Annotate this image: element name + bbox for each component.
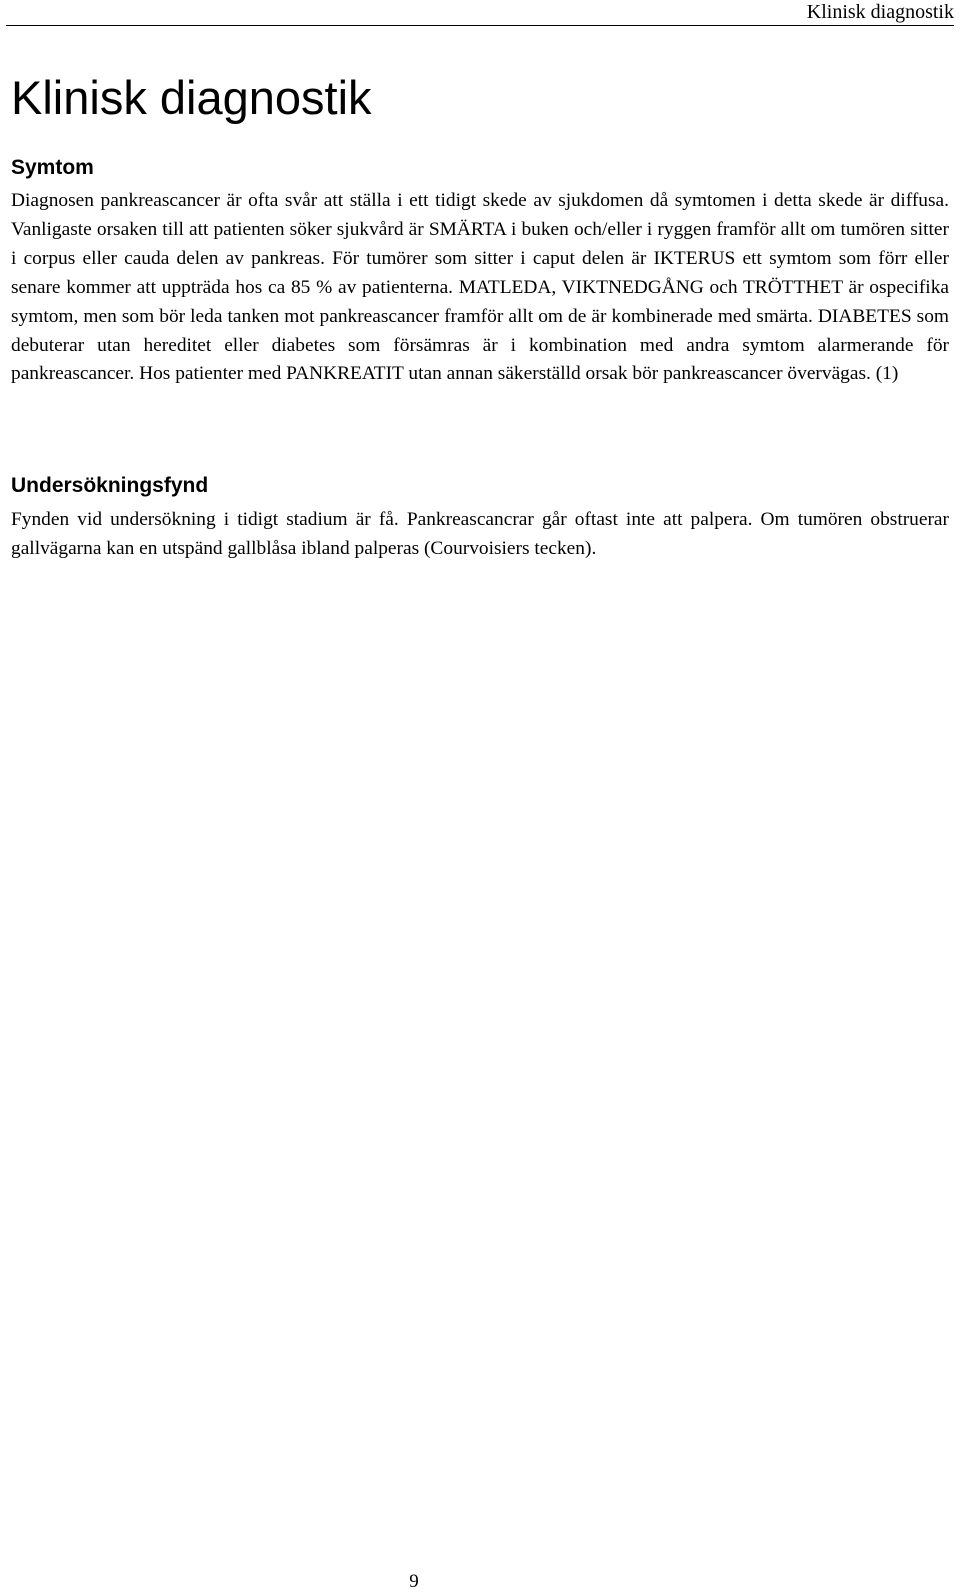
running-header-title: Klinisk diagnostik bbox=[806, 1, 954, 23]
undersokningsfynd-paragraph: Fynden vid undersökning i tidigt stadium är få. Pankreascancrar går oftast inte att palpera. Om tumören obstruerar gallvägarna kan en utspänd gallblåsa ibland palperas (Courvoisiers tecken). bbox=[11, 509, 949, 559]
running-header bbox=[6, 0, 954, 26]
section-heading-symtom: Symtom bbox=[11, 156, 94, 179]
page-title: Klinisk diagnostik bbox=[11, 71, 372, 124]
section-heading-undersokningsfynd: Undersökningsfynd bbox=[11, 474, 209, 497]
symtom-paragraph: Diagnosen pankreascancer är ofta svår att ställa i ett tidigt skede av sjukdomen då symtomen i detta skede är diffusa. Vanligaste orsaken till att patienten söker sjukvård är SMÄRTA i buken och/eller i ryggen framför allt om tumören sitter i corpus eller cauda delen av pankreas. För tumörer som sitter i caput delen är IKTERUS ett symtom som förr eller senare kommer att uppträda hos ca 85 % av patienterna. MATLEDA, VIKTNEDGÅNG och TRÖTTHET är ospecifika symtom, men som bör leda tanken mot pankreascancer framför allt om de är kombinerade med smärta. DIABETES som debuterar utan hereditet eller diabetes som försämras är i kombination med andra symtom alarmerande för pankreascancer. Hos patienter med PANKREATIT utan annan säkerställd orsak bör pankreascancer övervägas. (1) bbox=[11, 190, 949, 385]
page-number: 9 bbox=[409, 1571, 419, 1592]
